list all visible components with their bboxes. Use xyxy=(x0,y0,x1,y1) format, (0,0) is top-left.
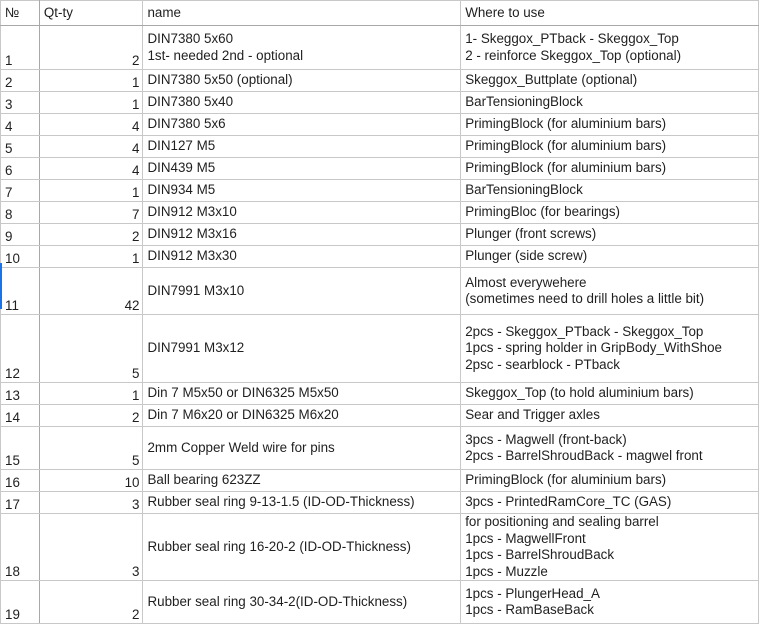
cell-qty[interactable]: 42 xyxy=(39,268,143,315)
cell-where-line: (sometimes need to drill holes a little bit) xyxy=(465,291,705,306)
cell-qty[interactable]: 1 xyxy=(39,180,143,202)
cell-num[interactable]: 4 xyxy=(1,114,40,136)
cell-qty[interactable]: 1 xyxy=(39,246,143,268)
cell-name-line: DIN912 M3x16 xyxy=(147,226,237,242)
cell-name[interactable] xyxy=(143,470,461,492)
table-row xyxy=(1,470,759,492)
cell-name[interactable] xyxy=(143,427,461,470)
header-row xyxy=(1,1,759,26)
cell-where-line: 1pcs - BarrelShroudBack xyxy=(465,547,615,562)
cell-num[interactable]: 13 xyxy=(1,383,40,405)
cell-name[interactable] xyxy=(143,202,461,224)
cell-qty[interactable]: 4 xyxy=(39,136,143,158)
cell-where-line: PrimingBlock (for aluminium bars) xyxy=(465,116,667,132)
cell-qty[interactable]: 5 xyxy=(39,315,143,383)
cell-where[interactable] xyxy=(461,114,759,136)
row-selection-marker xyxy=(0,263,2,309)
cell-where-line: 2pcs - Skeggox_PTback - Skeggox_Top xyxy=(465,323,704,339)
cell-name-line: Ball bearing 623ZZ xyxy=(147,472,261,488)
cell-name[interactable] xyxy=(143,268,461,315)
cell-name-line: Din 7 M6x20 or DIN6325 M6x20 xyxy=(147,407,339,423)
cell-qty[interactable]: 2 xyxy=(39,581,143,624)
cell-num[interactable]: 15 xyxy=(1,427,40,470)
cell-where[interactable] xyxy=(461,405,759,427)
cell-name[interactable] xyxy=(143,315,461,383)
cell-where-line: for positioning and sealing barrel xyxy=(465,514,659,529)
cell-qty[interactable]: 3 xyxy=(39,514,143,581)
cell-where-line: 2pcs - BarrelShroudBack - magwel front xyxy=(465,448,703,463)
cell-name[interactable] xyxy=(143,92,461,114)
cell-qty[interactable]: 1 xyxy=(39,92,143,114)
cell-num[interactable]: 17 xyxy=(1,492,40,514)
header-qty[interactable]: Qt-ty xyxy=(39,1,143,26)
bom-table-body xyxy=(1,1,759,624)
table-row xyxy=(1,383,759,405)
cell-qty[interactable]: 1 xyxy=(39,383,143,405)
cell-name[interactable] xyxy=(143,581,461,624)
cell-num[interactable]: 11 xyxy=(1,268,40,315)
cell-name[interactable] xyxy=(143,70,461,92)
table-row xyxy=(1,427,759,470)
cell-num[interactable]: 19 xyxy=(1,581,40,624)
cell-name-line: DIN912 M3x30 xyxy=(147,248,237,264)
cell-where-line: Plunger (front screws) xyxy=(465,226,597,242)
cell-where[interactable] xyxy=(461,492,759,514)
cell-qty[interactable]: 10 xyxy=(39,470,143,492)
header-name[interactable]: name xyxy=(143,1,461,26)
cell-where-line: 3pcs - PrintedRamCore_TC (GAS) xyxy=(465,494,672,510)
cell-name-line: DIN439 M5 xyxy=(147,160,216,176)
cell-name-line: 1st- needed 2nd - optional xyxy=(147,47,304,63)
cell-num[interactable]: 7 xyxy=(1,180,40,202)
cell-name-line: DIN7380 5x40 xyxy=(147,94,234,110)
table-row xyxy=(1,136,759,158)
cell-name[interactable] xyxy=(143,405,461,427)
cell-where-line: 2 - reinforce Skeggox_Top (optional) xyxy=(465,47,682,63)
cell-name-line: Rubber seal ring 16-20-2 (ID-OD-Thickness) xyxy=(147,538,411,554)
cell-qty[interactable]: 2 xyxy=(39,405,143,427)
cell-num[interactable]: 9 xyxy=(1,224,40,246)
cell-name-line: DIN7380 5x60 xyxy=(147,31,234,46)
table-row xyxy=(1,180,759,202)
cell-where-line: PrimingBlock (for aluminium bars) xyxy=(465,160,667,176)
table-row xyxy=(1,246,759,268)
cell-where[interactable] xyxy=(461,26,759,70)
cell-num[interactable]: 3 xyxy=(1,92,40,114)
table-row xyxy=(1,202,759,224)
cell-name[interactable] xyxy=(143,158,461,180)
cell-where[interactable] xyxy=(461,427,759,470)
cell-name[interactable] xyxy=(143,114,461,136)
cell-name-line: DIN127 M5 xyxy=(147,138,216,154)
header-num[interactable]: № xyxy=(1,1,40,26)
cell-where[interactable] xyxy=(461,581,759,624)
cell-name-line: DIN7380 5x50 (optional) xyxy=(147,72,293,88)
cell-where[interactable] xyxy=(461,224,759,246)
cell-name-line: Rubber seal ring 9-13-1.5 (ID-OD-Thickness) xyxy=(147,494,415,510)
cell-name[interactable] xyxy=(143,514,461,581)
cell-num[interactable]: 2 xyxy=(1,70,40,92)
cell-qty[interactable]: 2 xyxy=(39,224,143,246)
cell-where-line: 1pcs - MagwellFront xyxy=(465,530,586,546)
cell-name-line: DIN7991 M3x10 xyxy=(147,282,245,298)
cell-where[interactable] xyxy=(461,158,759,180)
cell-num[interactable]: 18 xyxy=(1,514,40,581)
cell-where[interactable] xyxy=(461,470,759,492)
header-where[interactable]: Where to use xyxy=(461,1,759,26)
cell-where-line: Skeggox_Buttplate (optional) xyxy=(465,72,638,88)
cell-where[interactable] xyxy=(461,70,759,92)
table-row xyxy=(1,405,759,427)
cell-where-line: PrimingBlock (for aluminium bars) xyxy=(465,138,667,154)
cell-qty[interactable]: 7 xyxy=(39,202,143,224)
cell-name[interactable] xyxy=(143,180,461,202)
cell-where-line: 1pcs - spring holder in GripBody_WithShoe xyxy=(465,340,722,356)
table-row xyxy=(1,26,759,70)
cell-num[interactable]: 6 xyxy=(1,158,40,180)
cell-name[interactable] xyxy=(143,26,461,70)
cell-name[interactable] xyxy=(143,492,461,514)
cell-where-line: BarTensioningBlock xyxy=(465,94,583,110)
cell-num[interactable]: 8 xyxy=(1,202,40,224)
table-row xyxy=(1,315,759,383)
cell-name-line: DIN912 M3x10 xyxy=(147,204,237,220)
cell-where[interactable] xyxy=(461,246,759,268)
cell-num[interactable]: 10 xyxy=(1,246,40,268)
cell-where-line: Skeggox_Top (to hold aluminium bars) xyxy=(465,385,694,401)
cell-where-line: Plunger (side screw) xyxy=(465,248,588,264)
cell-name[interactable] xyxy=(143,136,461,158)
cell-name-line: DIN7380 5x6 xyxy=(147,116,226,132)
cell-where[interactable] xyxy=(461,315,759,383)
cell-qty[interactable]: 1 xyxy=(39,70,143,92)
cell-where-line: 1pcs - PlungerHead_A xyxy=(465,585,600,601)
cell-num[interactable]: 14 xyxy=(1,405,40,427)
cell-where-line: 1pcs - Muzzle xyxy=(465,563,548,579)
cell-name-line: DIN934 M5 xyxy=(147,182,216,198)
cell-name[interactable] xyxy=(143,224,461,246)
cell-where[interactable] xyxy=(461,268,759,315)
cell-where-line: 1- Skeggox_PTback - Skeggox_Top xyxy=(465,31,679,46)
table-row xyxy=(1,581,759,624)
table-row xyxy=(1,70,759,92)
cell-name-line: DIN7991 M3x12 xyxy=(147,340,245,356)
cell-where-line: BarTensioningBlock xyxy=(465,182,583,198)
cell-num[interactable]: 5 xyxy=(1,136,40,158)
cell-num[interactable]: 16 xyxy=(1,470,40,492)
cell-where[interactable] xyxy=(461,202,759,224)
table-row xyxy=(1,514,759,581)
table-row xyxy=(1,158,759,180)
table-row xyxy=(1,492,759,514)
cell-num[interactable]: 1 xyxy=(1,26,40,70)
cell-name-line: Din 7 M5x50 or DIN6325 M5x50 xyxy=(147,385,339,401)
cell-name[interactable] xyxy=(143,246,461,268)
cell-qty[interactable]: 3 xyxy=(39,492,143,514)
cell-qty[interactable]: 2 xyxy=(39,26,143,70)
cell-where[interactable] xyxy=(461,136,759,158)
cell-where-line: PrimingBloc (for bearings) xyxy=(465,204,620,220)
cell-where-line: Almost everywehere xyxy=(465,274,587,290)
cell-qty[interactable]: 4 xyxy=(39,114,143,136)
cell-where[interactable] xyxy=(461,180,759,202)
cell-name-line: Rubber seal ring 30-34-2(ID-OD-Thickness) xyxy=(147,593,408,609)
cell-qty[interactable]: 4 xyxy=(39,158,143,180)
cell-where[interactable] xyxy=(461,92,759,114)
cell-where-line: 3pcs - Magwell (front-back) xyxy=(465,431,627,447)
cell-where-line: PrimingBlock (for aluminium bars) xyxy=(465,472,667,488)
table-row xyxy=(1,224,759,246)
table-row xyxy=(1,92,759,114)
cell-where-line: Sear and Trigger axles xyxy=(465,407,600,423)
cell-name-line: 2mm Copper Weld wire for pins xyxy=(147,439,335,455)
cell-where-line: 1pcs - RamBaseBack xyxy=(465,602,594,617)
cell-where[interactable] xyxy=(461,514,759,581)
cell-name[interactable] xyxy=(143,383,461,405)
cell-where[interactable] xyxy=(461,383,759,405)
table-row xyxy=(1,114,759,136)
cell-where-line: 2psc - searblock - PTback xyxy=(465,356,620,372)
cell-qty[interactable]: 5 xyxy=(39,427,143,470)
cell-num[interactable]: 12 xyxy=(1,315,40,383)
table-row xyxy=(1,268,759,315)
